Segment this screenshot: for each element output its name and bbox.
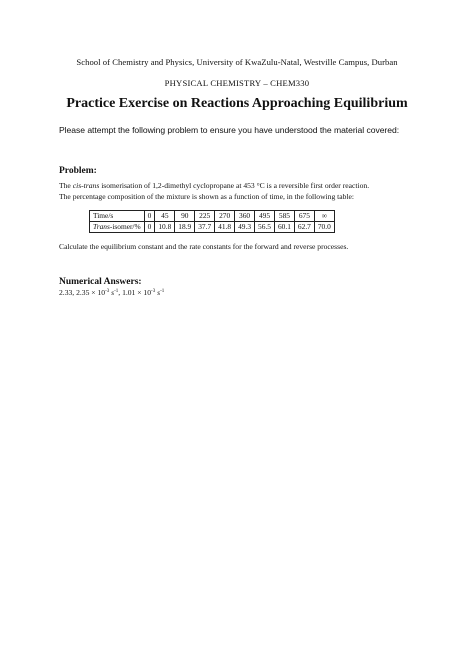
page-title: Practice Exercise on Reactions Approaching Equilibrium	[66, 96, 408, 111]
table-cell: 270	[215, 211, 235, 222]
table-cell: 360	[235, 211, 255, 222]
unit-exponent: -1	[160, 289, 165, 294]
table-label-trans	[90, 222, 145, 233]
intro-text: Please attempt the following problem to ensure you have understood the material covered:	[59, 125, 400, 135]
table-cell: 56.5	[255, 222, 275, 233]
course-code: PHYSICAL CHEMISTRY – CHEM330	[164, 78, 310, 88]
unit-exponent: -1	[114, 289, 119, 294]
table-cell: 10.8	[155, 222, 175, 233]
problem-line-1-start: The	[59, 181, 73, 190]
problem-line-2: The percentage composition of the mixture is shown as a function of time, in the following table:	[59, 192, 355, 202]
isomer-unit: -isomer/%	[109, 222, 141, 231]
table-label-time: Time/s	[90, 211, 145, 222]
exponent: -3	[151, 289, 156, 294]
unit: s	[109, 288, 115, 297]
table-cell: 495	[255, 211, 275, 222]
table-cell: 70.0	[314, 222, 334, 233]
table-cell: 60.1	[274, 222, 294, 233]
table-cell: ∞	[314, 211, 334, 222]
answers-values	[59, 288, 164, 297]
table-cell: 675	[294, 211, 314, 222]
table-cell: 90	[175, 211, 195, 222]
table-cell: 225	[195, 211, 215, 222]
school-line: School of Chemistry and Physics, University of KwaZulu-Natal, Westville Campus, Durban	[76, 57, 398, 67]
table-row-trans	[90, 222, 335, 233]
calculation-instruction: Calculate the equilibrium constant and the rate constants for the forward and reverse processes.	[59, 242, 349, 251]
table-cell: 49.3	[235, 222, 255, 233]
table-cell: 62.7	[294, 222, 314, 233]
answers-heading: Numerical Answers:	[59, 277, 142, 287]
exponent: -3	[105, 289, 110, 294]
unit: s	[155, 288, 161, 297]
table-cell: 41.8	[215, 222, 235, 233]
problem-heading: Problem:	[59, 166, 97, 176]
table-cell: 585	[274, 211, 294, 222]
problem-line-1-end: isomerisation of 1,2-dimethyl cyclopropane at 453 °C is a reversible first order reaction.	[99, 181, 370, 190]
table-cell: 45	[155, 211, 175, 222]
trans-term: Trans	[93, 222, 110, 231]
table-cell: 37.7	[195, 222, 215, 233]
problem-line-1	[59, 180, 419, 191]
answer-part: , 1.01 × 10	[118, 288, 152, 297]
table-cell: 0	[144, 222, 155, 233]
table-cell: 18.9	[175, 222, 195, 233]
table-cell: 0	[144, 211, 155, 222]
table-row-time	[90, 211, 335, 222]
problem-statement	[59, 180, 419, 202]
cis-trans-term: cis-trans	[72, 181, 100, 190]
data-table	[89, 210, 335, 233]
answer-part: 2.33, 2.35 × 10	[59, 288, 106, 297]
